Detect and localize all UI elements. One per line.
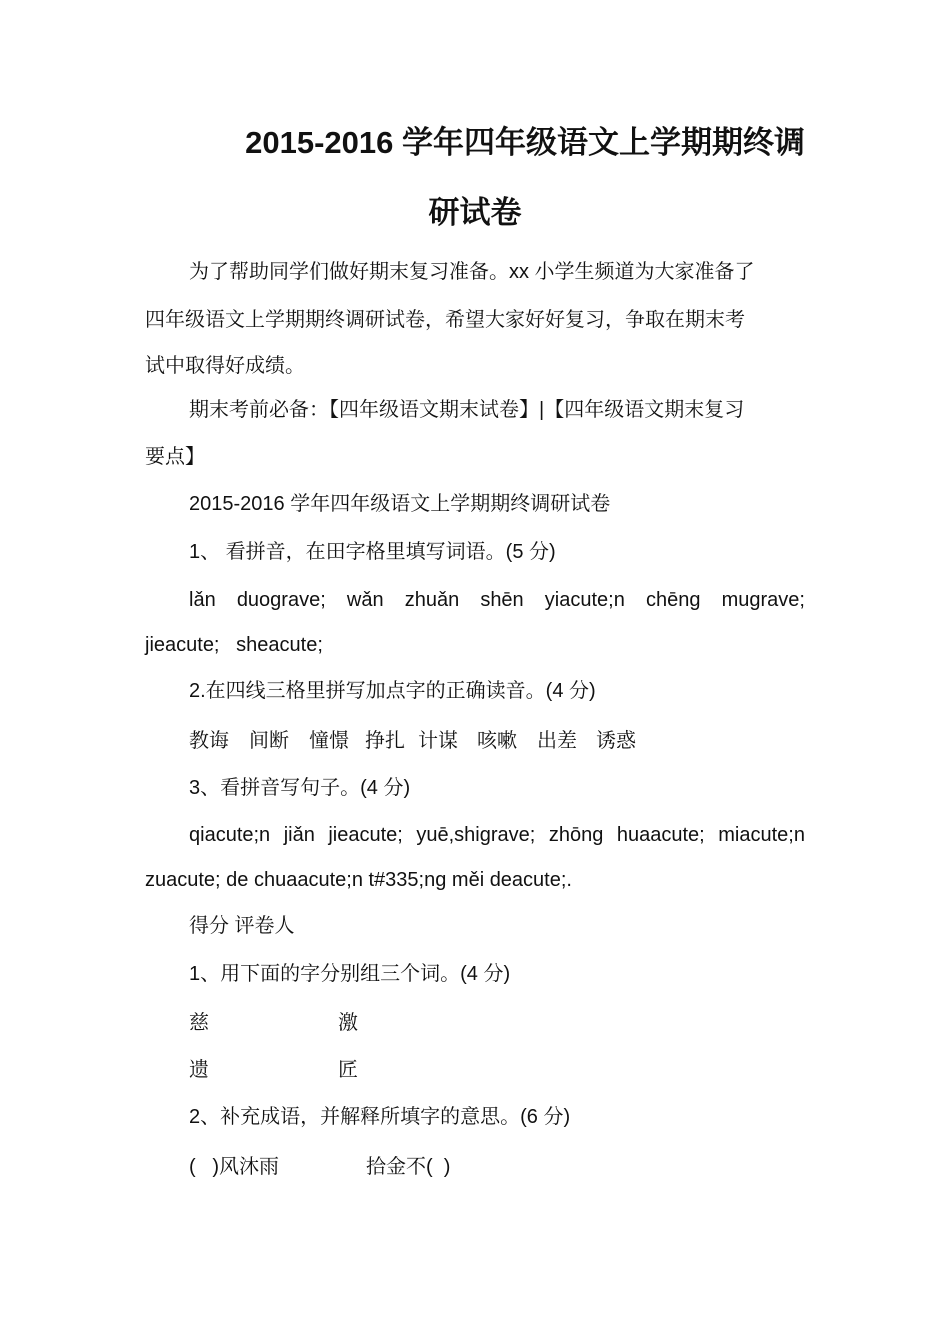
pinyin-token: mugrave; <box>721 589 805 611</box>
word-item: 憧憬 <box>309 730 349 752</box>
word-item: 间断 <box>249 730 289 752</box>
pinyin-token: huaacute; <box>616 824 705 846</box>
score-grader-label: 得分 评卷人 <box>189 915 295 937</box>
intro-line-1: 为了帮助同学们做好期末复习准备。xx 小学生频道为大家准备了 <box>189 261 755 283</box>
part2-q1-heading: 1、用下面的字分别组三个词。(4 分) <box>189 963 511 985</box>
pinyin-token: qiacute;n <box>189 824 271 846</box>
pinyin-token: yiacute;n <box>544 589 625 611</box>
pinyin-token: miacute;n <box>718 824 805 846</box>
pinyin-token: chēng <box>645 589 701 611</box>
word-item: 挣扎 <box>365 730 405 752</box>
must-read-line-1: 期末考前必备：【四年级语文期末试卷】|【四年级语文期末复习 <box>189 399 745 421</box>
q2-heading: 2.在四线三格里拼写加点字的正确读音。(4 分) <box>189 680 596 702</box>
char-item: 匠 <box>338 1059 358 1081</box>
q1-pinyin-line-1 <box>145 586 805 614</box>
part2-idiom-row <box>145 1153 805 1181</box>
char-item: 慈 <box>189 1012 209 1034</box>
q3-pinyin-line-2: zuacute; de chuaacute;n t#335;ng měi deacute;. <box>145 869 572 891</box>
word-item: 咳嗽 <box>477 730 517 752</box>
document-title-line-1: 2015-2016 学年四年级语文上学期期终调 <box>245 125 805 160</box>
pinyin-token: lǎn <box>189 589 216 611</box>
part2-chars-row-1 <box>145 1009 805 1037</box>
word-item: 出差 <box>537 730 577 752</box>
q1-pinyin-line-2: jieacute; sheacute; <box>145 634 323 656</box>
pinyin-token: duograve; <box>236 589 326 611</box>
q3-heading: 3、看拼音写句子。(4 分) <box>189 777 411 799</box>
word-item: 计谋 <box>418 730 458 752</box>
pinyin-token: shēn <box>480 589 524 611</box>
pinyin-token: wǎn <box>346 589 384 611</box>
pinyin-token: jiǎn <box>283 824 315 846</box>
char-item: 遗 <box>189 1059 209 1081</box>
part2-q2-heading: 2、补充成语，并解释所填字的意思。(6 分) <box>189 1106 571 1128</box>
q2-word-list <box>145 727 805 755</box>
idiom-item: 拾金不( ) <box>366 1156 451 1178</box>
document-title-line-2: 研试卷 <box>428 195 522 230</box>
pinyin-token: jieacute; <box>328 824 403 846</box>
exam-subtitle: 2015-2016 学年四年级语文上学期期终调研试卷 <box>189 493 611 515</box>
must-read-line-2: 要点】 <box>145 446 205 468</box>
q3-pinyin-line-1 <box>145 821 805 849</box>
word-item: 诱惑 <box>596 730 636 752</box>
q1-heading: 1、 看拼音，在田字格里填写词语。(5 分) <box>189 541 556 563</box>
pinyin-token: zhōng <box>548 824 604 846</box>
pinyin-token: zhuǎn <box>404 589 460 611</box>
word-item: 教诲 <box>189 730 229 752</box>
pinyin-token: yuē,shigrave; <box>416 824 536 846</box>
intro-line-2: 四年级语文上学期期终调研试卷，希望大家好好复习，争取在期末考 <box>145 309 745 331</box>
idiom-item: ( )风沐雨 <box>189 1156 279 1178</box>
intro-line-3: 试中取得好成绩。 <box>145 355 305 377</box>
char-item: 激 <box>338 1012 358 1034</box>
part2-chars-row-2 <box>145 1056 805 1084</box>
